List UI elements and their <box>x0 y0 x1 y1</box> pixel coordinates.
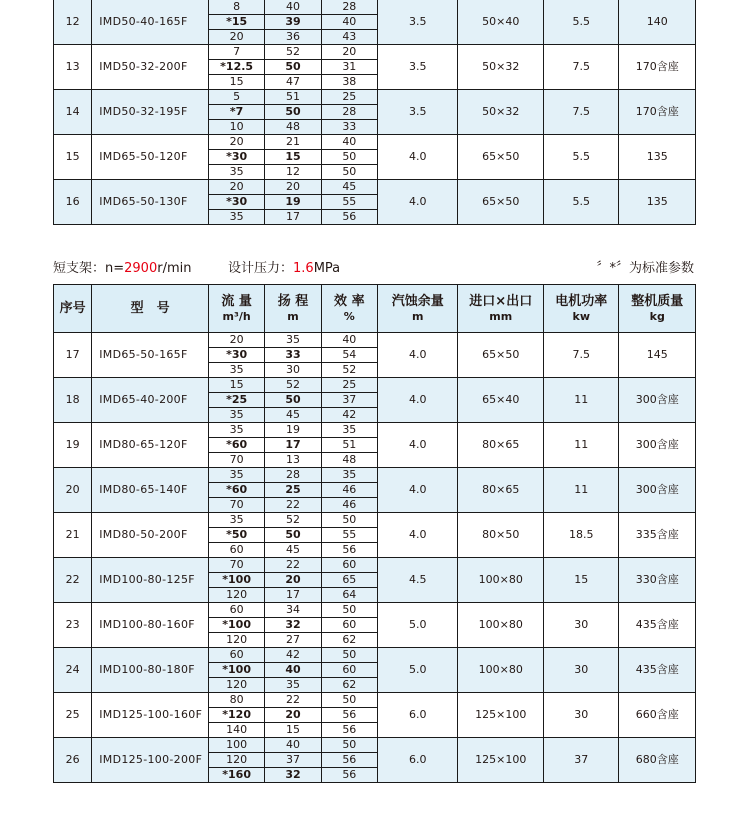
flow-cell: 120 <box>208 633 264 648</box>
head-cell: 50 <box>265 105 321 120</box>
flow-cell: *50 <box>208 528 264 543</box>
head-cell: 52 <box>265 45 321 60</box>
ports-cell: 50×40 <box>458 0 544 45</box>
total-mass-cell: 140 <box>619 0 696 45</box>
head-cell: 30 <box>265 363 321 378</box>
total-mass-cell: 335含座 <box>619 513 696 558</box>
efficiency-cell: 65 <box>321 573 377 588</box>
flow-cell: *100 <box>208 663 264 678</box>
ports-cell: 80×65 <box>458 468 544 513</box>
efficiency-cell: 56 <box>321 768 377 783</box>
total-mass-cell: 170含座 <box>619 90 696 135</box>
model-cell: IMD100-80-160F <box>92 603 209 648</box>
head-cell: 40 <box>265 738 321 753</box>
header-total-mass: 整机质量 kg <box>619 285 696 333</box>
table-header-row <box>54 285 696 333</box>
flow-cell: *60 <box>208 438 264 453</box>
efficiency-cell: 60 <box>321 663 377 678</box>
flow-cell: 100 <box>208 738 264 753</box>
ports-cell: 125×100 <box>458 738 544 783</box>
model-cell: IMD100-80-125F <box>92 558 209 603</box>
flow-cell: 20 <box>208 333 264 348</box>
header-ports: 进口×出口 mm <box>458 285 544 333</box>
row-number: 20 <box>54 468 92 513</box>
npsh-cell: 4.0 <box>377 513 458 558</box>
head-cell: 15 <box>265 150 321 165</box>
table-row <box>54 90 696 105</box>
efficiency-cell: 46 <box>321 498 377 513</box>
npsh-cell: 4.0 <box>377 180 458 225</box>
efficiency-cell: 50 <box>321 165 377 180</box>
model-cell: IMD80-65-120F <box>92 423 209 468</box>
efficiency-cell: 55 <box>321 528 377 543</box>
flow-cell: *30 <box>208 348 264 363</box>
row-number: 12 <box>54 0 92 45</box>
flow-cell: 35 <box>208 423 264 438</box>
ports-cell: 50×32 <box>458 45 544 90</box>
head-cell: 21 <box>265 135 321 150</box>
total-mass-cell: 135 <box>619 180 696 225</box>
efficiency-cell: 25 <box>321 378 377 393</box>
row-number: 22 <box>54 558 92 603</box>
row-number: 18 <box>54 378 92 423</box>
efficiency-cell: 56 <box>321 723 377 738</box>
total-mass-cell: 435含座 <box>619 648 696 693</box>
total-mass-cell: 660含座 <box>619 693 696 738</box>
ports-cell: 80×65 <box>458 423 544 468</box>
efficiency-cell: 50 <box>321 513 377 528</box>
table-row <box>54 0 696 15</box>
motor-power-cell: 30 <box>544 693 619 738</box>
efficiency-cell: 60 <box>321 558 377 573</box>
row-number: 13 <box>54 45 92 90</box>
ports-cell: 65×50 <box>458 333 544 378</box>
total-mass-cell: 145 <box>619 333 696 378</box>
npsh-cell: 3.5 <box>377 0 458 45</box>
table-row <box>54 738 696 753</box>
head-cell: 15 <box>265 723 321 738</box>
head-cell: 28 <box>265 468 321 483</box>
head-cell: 20 <box>265 708 321 723</box>
npsh-cell: 5.0 <box>377 648 458 693</box>
efficiency-cell: 25 <box>321 90 377 105</box>
model-cell: IMD65-50-130F <box>92 180 209 225</box>
efficiency-cell: 40 <box>321 135 377 150</box>
model-cell: IMD50-32-195F <box>92 90 209 135</box>
flow-cell: 35 <box>208 165 264 180</box>
table-row <box>54 558 696 573</box>
flow-cell: 7 <box>208 45 264 60</box>
efficiency-cell: 50 <box>321 693 377 708</box>
npsh-cell: 4.0 <box>377 135 458 180</box>
header-no: 序号 <box>54 285 92 333</box>
design-pressure-label: 设计压力：1.6MPa <box>228 261 341 276</box>
total-mass-cell: 170含座 <box>619 45 696 90</box>
flow-cell: 60 <box>208 603 264 618</box>
efficiency-cell: 35 <box>321 423 377 438</box>
npsh-cell: 4.0 <box>377 468 458 513</box>
head-cell: 17 <box>265 438 321 453</box>
row-number: 24 <box>54 648 92 693</box>
flow-cell: 10 <box>208 120 264 135</box>
efficiency-cell: 40 <box>321 333 377 348</box>
flow-cell: 8 <box>208 0 264 15</box>
motor-power-cell: 11 <box>544 378 619 423</box>
row-number: 16 <box>54 180 92 225</box>
flow-cell: *30 <box>208 195 264 210</box>
head-cell: 22 <box>265 693 321 708</box>
head-cell: 13 <box>265 453 321 468</box>
efficiency-cell: 48 <box>321 453 377 468</box>
total-mass-cell: 300含座 <box>619 423 696 468</box>
head-cell: 45 <box>265 408 321 423</box>
flow-cell: 70 <box>208 558 264 573</box>
ports-cell: 100×80 <box>458 648 544 693</box>
efficiency-cell: 37 <box>321 393 377 408</box>
model-cell: IMD65-50-120F <box>92 135 209 180</box>
header-head: 扬 程 m <box>265 285 321 333</box>
npsh-cell: 3.5 <box>377 90 458 135</box>
efficiency-cell: 42 <box>321 408 377 423</box>
model-cell: IMD125-100-200F <box>92 738 209 783</box>
motor-power-cell: 7.5 <box>544 333 619 378</box>
flow-cell: 35 <box>208 513 264 528</box>
flow-cell: *7 <box>208 105 264 120</box>
head-cell: 20 <box>265 180 321 195</box>
head-cell: 50 <box>265 60 321 75</box>
table-row <box>54 648 696 663</box>
efficiency-cell: 33 <box>321 120 377 135</box>
motor-power-cell: 30 <box>544 603 619 648</box>
efficiency-cell: 35 <box>321 468 377 483</box>
flow-cell: 60 <box>208 648 264 663</box>
table-row <box>54 468 696 483</box>
table-row <box>54 423 696 438</box>
motor-power-cell: 5.5 <box>544 180 619 225</box>
npsh-cell: 5.0 <box>377 603 458 648</box>
efficiency-cell: 40 <box>321 15 377 30</box>
header-flow: 流 量 m³/h <box>208 285 264 333</box>
flow-cell: *120 <box>208 708 264 723</box>
head-cell: 25 <box>265 483 321 498</box>
motor-power-cell: 11 <box>544 468 619 513</box>
ports-cell: 125×100 <box>458 693 544 738</box>
row-number: 19 <box>54 423 92 468</box>
npsh-cell: 6.0 <box>377 693 458 738</box>
total-mass-cell: 330含座 <box>619 558 696 603</box>
efficiency-cell: 38 <box>321 75 377 90</box>
head-cell: 40 <box>265 663 321 678</box>
head-cell: 47 <box>265 75 321 90</box>
efficiency-cell: 56 <box>321 708 377 723</box>
efficiency-cell: 31 <box>321 60 377 75</box>
flow-cell: 20 <box>208 135 264 150</box>
flow-cell: *25 <box>208 393 264 408</box>
flow-cell: 15 <box>208 75 264 90</box>
pressure-value: 1.6 <box>293 261 314 276</box>
efficiency-cell: 54 <box>321 348 377 363</box>
upper-pump-spec-table <box>53 0 696 225</box>
ports-cell: 65×50 <box>458 180 544 225</box>
efficiency-cell: 50 <box>321 603 377 618</box>
speed-value: 2900 <box>124 261 158 276</box>
ports-cell: 65×50 <box>458 135 544 180</box>
table-row <box>54 180 696 195</box>
flow-cell: 70 <box>208 453 264 468</box>
motor-power-cell: 5.5 <box>544 135 619 180</box>
efficiency-cell: 55 <box>321 195 377 210</box>
flow-cell: 35 <box>208 468 264 483</box>
head-cell: 22 <box>265 558 321 573</box>
head-cell: 48 <box>265 120 321 135</box>
flow-cell: *30 <box>208 150 264 165</box>
flow-cell: *15 <box>208 15 264 30</box>
efficiency-cell: 50 <box>321 738 377 753</box>
model-cell: IMD100-80-180F <box>92 648 209 693</box>
table-row <box>54 333 696 348</box>
head-cell: 27 <box>265 633 321 648</box>
npsh-cell: 3.5 <box>377 45 458 90</box>
row-number: 15 <box>54 135 92 180</box>
flow-cell: *160 <box>208 768 264 783</box>
total-mass-cell: 680含座 <box>619 738 696 783</box>
table-row <box>54 45 696 60</box>
head-cell: 50 <box>265 393 321 408</box>
motor-power-cell: 15 <box>544 558 619 603</box>
standard-param-note: 〞*〞为标准参数 <box>596 261 694 276</box>
head-cell: 51 <box>265 90 321 105</box>
efficiency-cell: 28 <box>321 0 377 15</box>
model-cell: IMD50-32-200F <box>92 45 209 90</box>
flow-cell: 140 <box>208 723 264 738</box>
motor-power-cell: 30 <box>544 648 619 693</box>
head-cell: 52 <box>265 378 321 393</box>
npsh-cell: 6.0 <box>377 738 458 783</box>
table-row <box>54 378 696 393</box>
efficiency-cell: 50 <box>321 648 377 663</box>
flow-cell: 35 <box>208 363 264 378</box>
table-row <box>54 603 696 618</box>
total-mass-cell: 135 <box>619 135 696 180</box>
total-mass-cell: 300含座 <box>619 468 696 513</box>
flow-cell: *60 <box>208 483 264 498</box>
efficiency-cell: 46 <box>321 483 377 498</box>
efficiency-cell: 56 <box>321 753 377 768</box>
flow-cell: *12.5 <box>208 60 264 75</box>
efficiency-cell: 62 <box>321 633 377 648</box>
ports-cell: 50×32 <box>458 90 544 135</box>
head-cell: 45 <box>265 543 321 558</box>
header-motor-power: 电机功率 kw <box>544 285 619 333</box>
row-number: 26 <box>54 738 92 783</box>
ports-cell: 100×80 <box>458 558 544 603</box>
motor-power-cell: 18.5 <box>544 513 619 558</box>
head-cell: 22 <box>265 498 321 513</box>
row-number: 25 <box>54 693 92 738</box>
model-cell: IMD80-50-200F <box>92 513 209 558</box>
header-efficiency: 效 率 % <box>321 285 377 333</box>
head-cell: 32 <box>265 618 321 633</box>
efficiency-cell: 62 <box>321 678 377 693</box>
bracket-speed-label: 短支架：n=2900r/min <box>53 261 192 276</box>
row-number: 23 <box>54 603 92 648</box>
head-cell: 33 <box>265 348 321 363</box>
flow-cell: 120 <box>208 588 264 603</box>
head-cell: 42 <box>265 648 321 663</box>
row-number: 21 <box>54 513 92 558</box>
ports-cell: 100×80 <box>458 603 544 648</box>
model-cell: IMD125-100-160F <box>92 693 209 738</box>
head-cell: 52 <box>265 513 321 528</box>
head-cell: 34 <box>265 603 321 618</box>
model-cell: IMD65-40-200F <box>92 378 209 423</box>
ports-cell: 65×40 <box>458 378 544 423</box>
efficiency-cell: 60 <box>321 618 377 633</box>
efficiency-cell: 52 <box>321 363 377 378</box>
ports-cell: 80×50 <box>458 513 544 558</box>
efficiency-cell: 50 <box>321 150 377 165</box>
header-npsh: 汽蚀余量 m <box>377 285 458 333</box>
motor-power-cell: 7.5 <box>544 45 619 90</box>
flow-cell: 80 <box>208 693 264 708</box>
head-cell: 37 <box>265 753 321 768</box>
flow-cell: *100 <box>208 618 264 633</box>
npsh-cell: 4.0 <box>377 423 458 468</box>
head-cell: 35 <box>265 678 321 693</box>
efficiency-cell: 20 <box>321 45 377 60</box>
efficiency-cell: 28 <box>321 105 377 120</box>
flow-cell: 15 <box>208 378 264 393</box>
model-cell: IMD80-65-140F <box>92 468 209 513</box>
flow-cell: 60 <box>208 543 264 558</box>
header-model: 型 号 <box>92 285 209 333</box>
head-cell: 12 <box>265 165 321 180</box>
row-number: 17 <box>54 333 92 378</box>
total-mass-cell: 435含座 <box>619 603 696 648</box>
table-row <box>54 135 696 150</box>
flow-cell: *100 <box>208 573 264 588</box>
motor-power-cell: 11 <box>544 423 619 468</box>
head-cell: 17 <box>265 210 321 225</box>
table-row <box>54 693 696 708</box>
flow-cell: 120 <box>208 753 264 768</box>
head-cell: 17 <box>265 588 321 603</box>
head-cell: 32 <box>265 768 321 783</box>
motor-power-cell: 37 <box>544 738 619 783</box>
npsh-cell: 4.0 <box>377 378 458 423</box>
head-cell: 39 <box>265 15 321 30</box>
head-cell: 19 <box>265 195 321 210</box>
lower-pump-spec-table <box>53 284 696 783</box>
total-mass-cell: 300含座 <box>619 378 696 423</box>
model-cell: IMD50-40-165F <box>92 0 209 45</box>
row-number: 14 <box>54 90 92 135</box>
efficiency-cell: 56 <box>321 210 377 225</box>
efficiency-cell: 56 <box>321 543 377 558</box>
flow-cell: 70 <box>208 498 264 513</box>
model-cell: IMD65-50-165F <box>92 333 209 378</box>
table-row <box>54 513 696 528</box>
flow-cell: 35 <box>208 408 264 423</box>
head-cell: 20 <box>265 573 321 588</box>
efficiency-cell: 64 <box>321 588 377 603</box>
motor-power-cell: 5.5 <box>544 0 619 45</box>
flow-cell: 35 <box>208 210 264 225</box>
motor-power-cell: 7.5 <box>544 90 619 135</box>
npsh-cell: 4.0 <box>377 333 458 378</box>
head-cell: 36 <box>265 30 321 45</box>
efficiency-cell: 43 <box>321 30 377 45</box>
efficiency-cell: 45 <box>321 180 377 195</box>
flow-cell: 20 <box>208 30 264 45</box>
head-cell: 19 <box>265 423 321 438</box>
head-cell: 40 <box>265 0 321 15</box>
flow-cell: 120 <box>208 678 264 693</box>
head-cell: 50 <box>265 528 321 543</box>
flow-cell: 5 <box>208 90 264 105</box>
flow-cell: 20 <box>208 180 264 195</box>
efficiency-cell: 51 <box>321 438 377 453</box>
npsh-cell: 4.5 <box>377 558 458 603</box>
head-cell: 35 <box>265 333 321 348</box>
